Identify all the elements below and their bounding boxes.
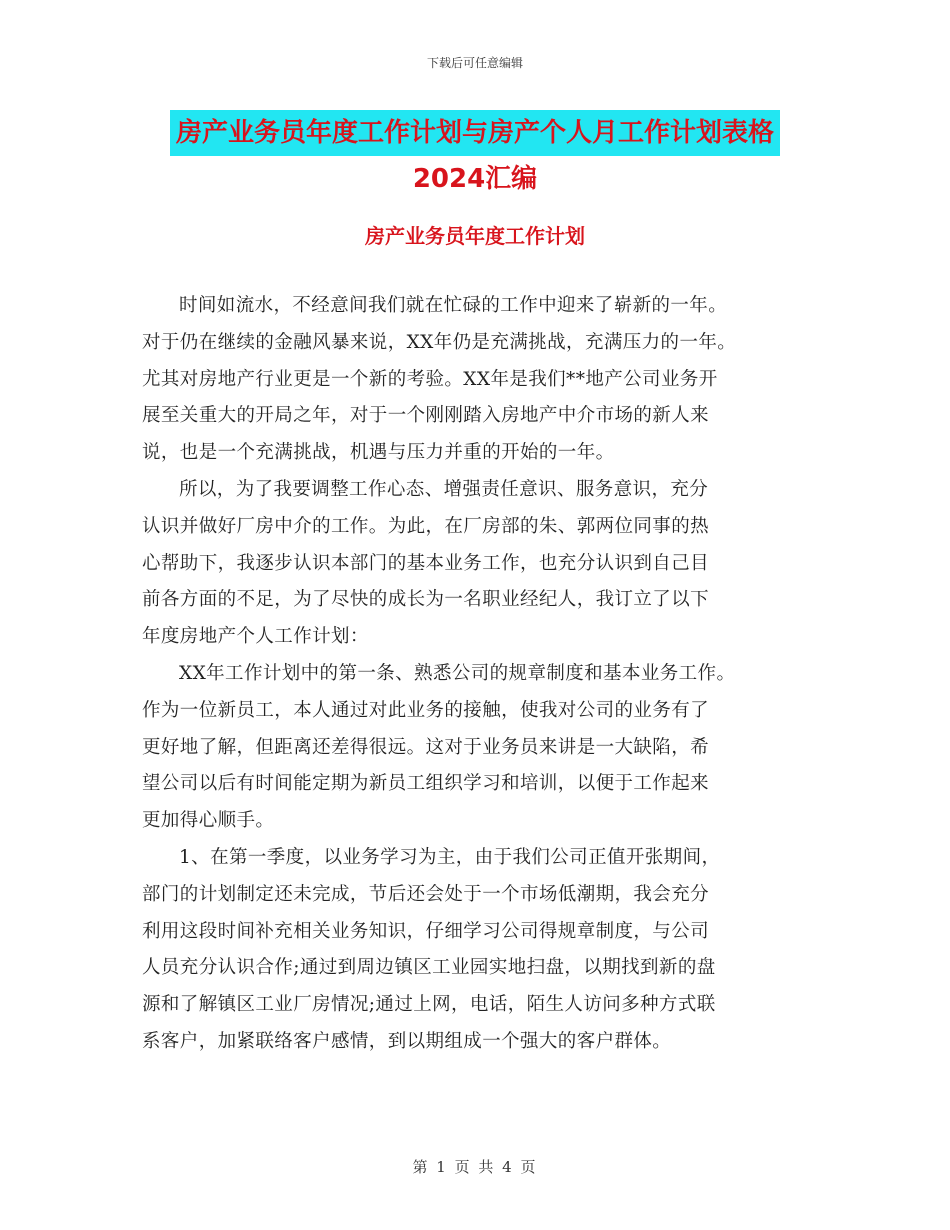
text-line: 源和了解镇区工业厂房情况;通过上网，电话，陌生人访问多种方式联 <box>142 994 716 1016</box>
text-line: 部门的计划制定还未完成，节后还会处于一个市场低潮期，我会充分 <box>142 883 710 905</box>
text-line: 前各方面的不足，为了尽快的成长为一名职业经纪人，我订立了以下 <box>142 589 710 611</box>
text-line: 1、在第一季度，以业务学习为主，由于我们公司正值开张期间， <box>179 846 721 868</box>
text-line: 认识并做好厂房中介的工作。为此，在厂房部的朱、郭两位同事的热 <box>142 515 710 537</box>
text-line: 作为一位新员工，本人通过对此业务的接触，使我对公司的业务有了 <box>142 699 710 721</box>
text-line: 对于仍在继续的金融风暴来说，XX年仍是充满挑战，充满压力的一年。 <box>142 331 737 353</box>
paragraph-1 <box>142 288 812 472</box>
text-line: 利用这段时间补充相关业务知识，仔细学习公司得规章制度，与公司 <box>142 920 710 942</box>
title-line-1: 房产业务员年度工作计划与房产个人月工作计划表格 <box>170 110 780 156</box>
text-line: 人员充分认识合作;通过到周边镇区工业园实地扫盘，以期找到新的盘 <box>142 957 716 979</box>
text-line: 更好地了解，但距离还差得很远。这对于业务员来讲是一大缺陷，希 <box>142 736 710 758</box>
page-footer: 第 1 页 共 4 页 <box>412 1158 538 1176</box>
paragraph-3 <box>142 656 812 840</box>
paragraph-2 <box>142 472 812 656</box>
text-line: 说，也是一个充满挑战，机遇与压力并重的开始的一年。 <box>142 442 615 464</box>
text-line: 尤其对房地产行业更是一个新的考验。XX年是我们**地产公司业务开 <box>142 368 718 390</box>
text-line: 望公司以后有时间能定期为新员工组织学习和培训，以便于工作起来 <box>142 773 710 795</box>
text-line: 系客户，加紧联络客户感情，到以期组成一个强大的客户群体。 <box>142 1030 672 1052</box>
document-title <box>0 110 950 202</box>
text-line: 更加得心顺手。 <box>142 810 275 832</box>
header-note: 下载后可任意编辑 <box>426 56 523 70</box>
text-line: 时间如流水，不经意间我们就在忙碌的工作中迎来了崭新的一年。 <box>179 295 728 316</box>
text-line: 所以，为了我要调整工作心态、增强责任意识、服务意识，充分 <box>179 478 709 500</box>
text-line: 年度房地产个人工作计划： <box>142 626 369 648</box>
text-line: XX年工作计划中的第一条、熟悉公司的规章制度和基本业务工作。 <box>179 662 736 684</box>
body-text <box>142 288 812 1061</box>
title-line-2: 2024汇编 <box>412 164 538 194</box>
text-line: 展至关重大的开局之年，对于一个刚刚踏入房地产中介市场的新人来 <box>142 405 710 427</box>
paragraph-4 <box>142 840 812 1061</box>
section-title: 房产业务员年度工作计划 <box>365 224 585 248</box>
text-line: 心帮助下，我逐步认识本部门的基本业务工作，也充分认识到自己目 <box>142 552 710 574</box>
